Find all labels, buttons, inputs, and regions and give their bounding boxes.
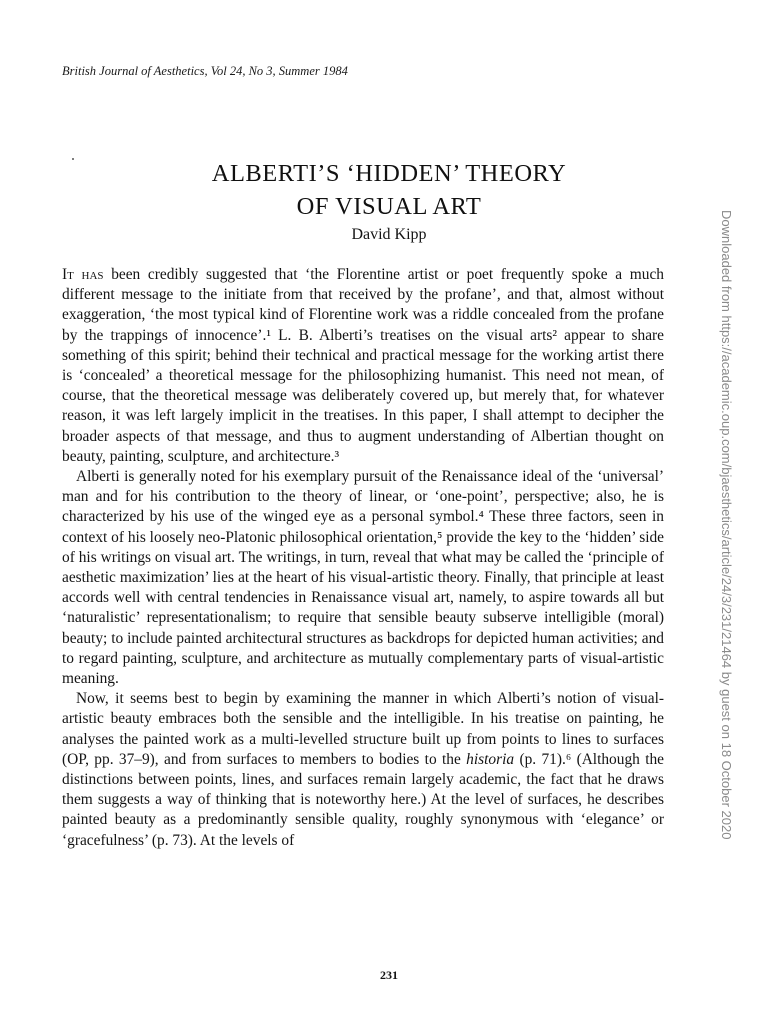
download-watermark [719, 210, 746, 840]
paragraph-3-text-b: (p. 71).⁶ (Although the distinctions between points, lines, and surfaces remain largely academic, the fact that he draws them suggests a way of thinking that is noteworthy here.) At the level of surfaces, he describes painted beauty as a predominantly sensible quality, roughly synonymous with ‘elegance’ or ‘gracefulness’ (p. 73). At the levels of [62, 750, 664, 849]
page-number: 231 [380, 968, 398, 982]
article-title-line-1: ALBERTI’S ‘HIDDEN’ THEORY [211, 160, 567, 187]
journal-citation: British Journal of Aesthetics, Vol 24, No 3, Summer 1984 [62, 64, 348, 78]
paragraph-lead-in: It has [62, 266, 104, 283]
article-author: David Kipp [351, 226, 427, 243]
article-body [62, 265, 664, 851]
paragraph-1 [62, 265, 664, 467]
paragraph-3-text-a: Now, it seems best to begin by examining the manner in which Alberti’s notion of visual-artistic beauty embraces both the sensible and the intelligible. In his treatise on painting, he analyses the painted work as a multi-levelled structure built up from points to lines to surfaces (OP, pp. 37–9), and from surfaces to members to bodies to the [62, 690, 664, 768]
paragraph-2: Alberti is generally noted for his exemplary pursuit of the Renaissance ideal of the ‘universal’ man and for his contribution to the theory of linear, or ‘one-point’, perspective; also, he is characterized by his use of the winged eye as a personal symbol.⁴ These three factors, seen in context of his loosely neo-Platonic philosophical orientation,⁵ provide the key to the ‘hidden’ side of his writings on visual art. The writings, in turn, reveal that what may be called the ‘principle of aesthetic maximization’ lies at the heart of his visual-artistic theory. Finally, that principle at least accords well with central tendencies in Renaissance visual art, namely, to aspire towards all but ‘naturalistic’ representationalism; to require that sensible beauty subserve intelligible (moral) beauty; to include painted architectural structures as backdrops for depicted human activities; and to regard painting, sculpture, and architecture as mutually complementary parts of visual-artistic meaning. [62, 468, 664, 688]
paragraph-1-text: been credibly suggested that ‘the Florentine artist or poet frequently spoke a much different message to the initiate from that received by the profane’, and that, almost without exaggeration, ‘the most typical kind of Florentine work was a riddle concealed from the profane by the trappings of innocence’.¹ L. B. Alberti’s treatises on the visual arts² appear to share something of this spirit; behind their technical and practical message for the working artist there is ‘concealed’ a theoretical message for the philosophizing humanist. This need not mean, of course, that the theoretical message was deliberately covered up, but merely that, for whatever reason, it was left largely implicit in the treatises. In this paper, I shall attempt to decipher the broader aspects of that message, and thus to augment understanding of Albertian thought on beauty, painting, sculpture, and architecture.³ [62, 266, 664, 465]
paragraph-3 [62, 689, 664, 851]
paragraph-3-italic-term: historia [466, 750, 515, 768]
article-title-line-2: OF VISUAL ART [296, 193, 482, 220]
download-watermark-text: Downloaded from https://academic.oup.com/bjaesthetics/article/24/3/231/21464 by guest on 18 October 2020 [719, 210, 734, 840]
